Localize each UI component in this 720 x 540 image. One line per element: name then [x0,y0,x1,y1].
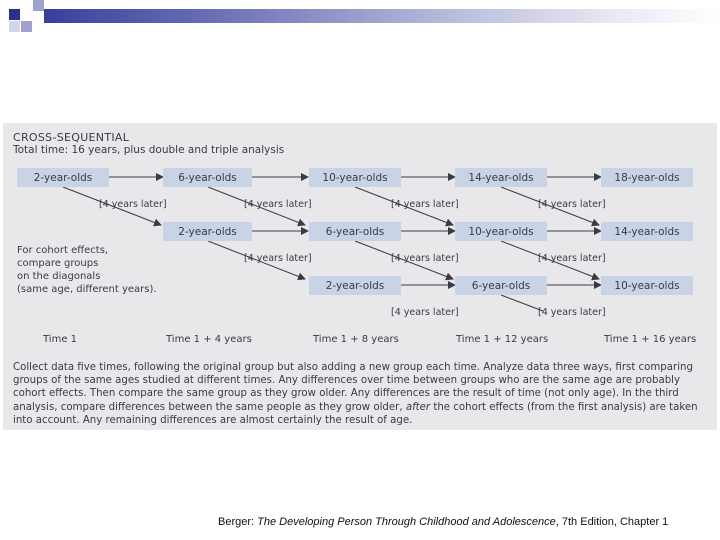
diagram-title: CROSS-SEQUENTIAL [13,131,130,144]
caption-book-title: The Developing Person Through Childhood and Adolescence [257,516,556,528]
interval-label: [4 years later] [538,199,606,210]
interval-label: [4 years later] [391,253,459,264]
interval-label: [4 years later] [538,307,606,318]
group-box: 10-year-olds [601,276,693,295]
interval-label: [4 years later] [538,253,606,264]
description-text: Collect data five times, following the original group but also adding a new group each time. Analyze data three ways, first comparing groups of the same ages studied at different times. Any differences over time between groups who are the same age are probably cohort effects. Then compare the same group as they grow older. Any differences are the result of time (not only age). In the third analysis, compare differences between the same people as they grow older, [13,362,693,413]
interval-label: [4 years later] [391,307,459,318]
group-box: 6-year-olds [163,168,252,187]
interval-label: [4 years later] [244,199,312,210]
header-gradient-bar [44,9,720,23]
cohort-note-line: compare groups [17,258,99,269]
cross-sequential-figure [3,123,717,430]
time-label: Time 1 + 8 years [313,334,399,345]
description-text: the cohort effects (from the first analysis) are taken into account. Any remaining differences are almost certainly the result of age. [13,401,698,426]
header-square [21,21,32,32]
cohort-note-line: on the diagonals [17,271,101,282]
group-box: 10-year-olds [455,222,547,241]
header-square [9,9,20,20]
description-emphasis: after [405,401,431,413]
group-box: 6-year-olds [309,222,401,241]
method-description [13,361,715,427]
group-box: 6-year-olds [455,276,547,295]
time-label: Time 1 + 16 years [604,334,697,345]
group-box: 14-year-olds [601,222,693,241]
time-label: Time 1 [43,334,78,345]
group-box: 18-year-olds [601,168,693,187]
caption-author: Berger: [218,516,258,528]
group-box: 10-year-olds [309,168,401,187]
group-box: 2-year-olds [163,222,252,241]
diag-r3-1 [501,295,543,311]
cohort-note-line: For cohort effects, [17,245,109,256]
caption-edition: , 7th Edition, Chapter 1 [555,516,669,528]
source-caption [218,516,668,528]
interval-label: [4 years later] [99,199,167,210]
time-label: Time 1 + 4 years [166,334,252,345]
interval-label: [4 years later] [391,199,459,210]
time-label: Time 1 + 12 years [456,334,549,345]
interval-label: [4 years later] [244,253,312,264]
group-box: 14-year-olds [455,168,547,187]
group-box: 2-year-olds [17,168,109,187]
diagram-subtitle: Total time: 16 years, plus double and triple analysis [13,144,285,156]
header-square [33,0,44,11]
header-square [9,21,20,32]
group-box: 2-year-olds [309,276,401,295]
cohort-note-line: (same age, different years). [17,284,157,295]
